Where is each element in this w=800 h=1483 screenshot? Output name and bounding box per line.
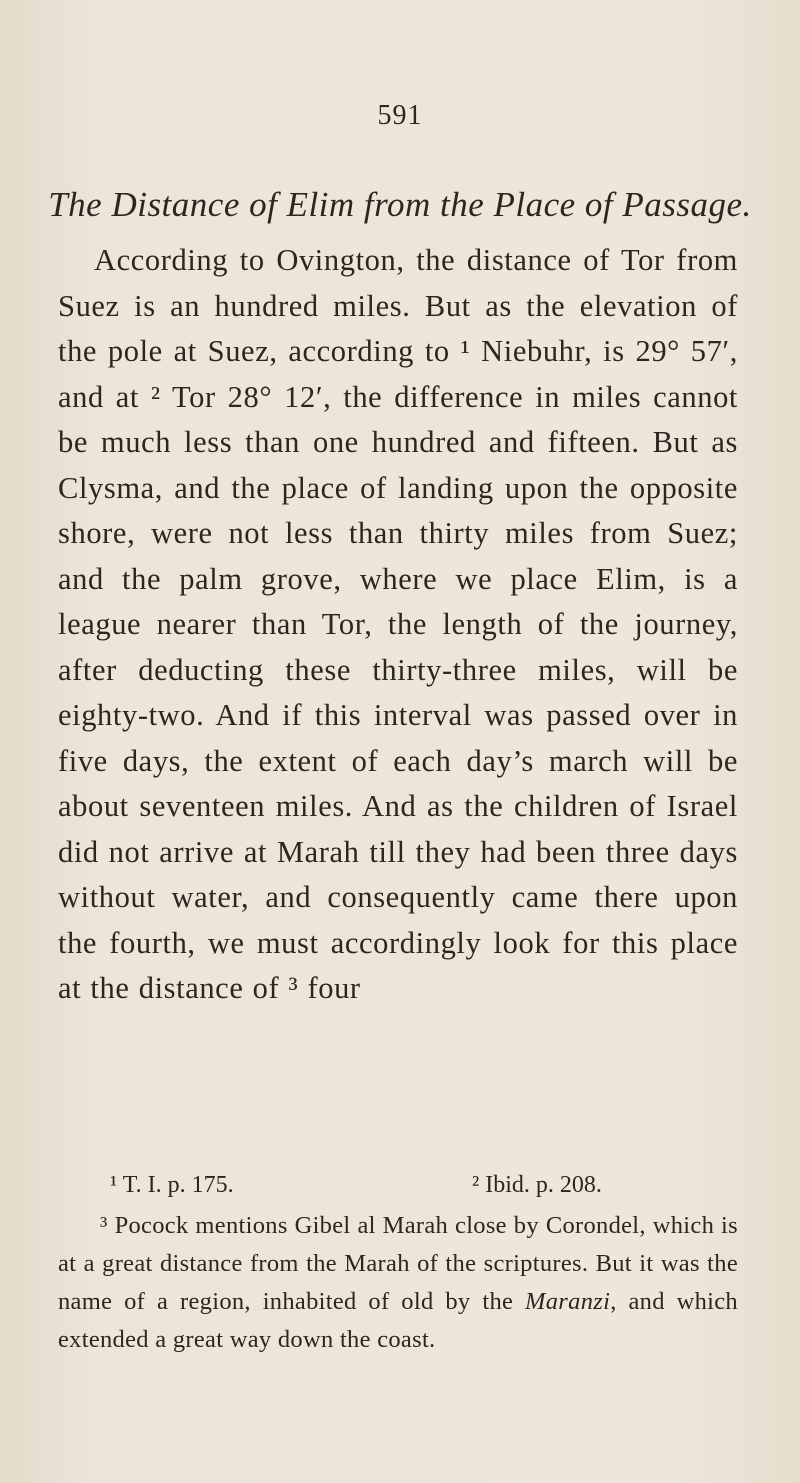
section-heading: The Distance of Elim from the Place of Passage. [48,185,752,224]
main-paragraph: According to Ovington, the distance of Tor from Suez is an hundred miles. But as the elevation of the pole at Suez, according to ¹ Niebuhr, is 29° 57′, and at ² Tor 28° 12′, the difference in miles cannot be much less than one hundred and fifteen. But as Clysma, and the place of landing upon the opposite shore, were not less than thirty miles from Suez; and the palm grove, where we place Elim, is a league nearer than Tor, the length of the journey, after deducting these thirty-three miles, will be eighty-two. And if this interval was passed over in five days, the extent of each day’s march will be about seventeen miles. And as the children of Israel did not arrive at Marah till they had been three days without water, and consequently came there upon the fourth, we must accordingly look for this place at the distance of ³ four [58,243,738,1005]
footnote-1: ¹ T. I. p. 175. [110,1172,234,1198]
footnote-3 [58,1207,738,1359]
footnote-3-text-end: , and which extended a great way down the coast. [58,1288,738,1353]
page-number: 591 [377,100,423,131]
footnote-3-italic-name: Maranzi [525,1288,611,1315]
footnote-2: ² Ibid. p. 208. [472,1172,602,1198]
footnote-3-text: ³ Pocock mentions Gibel al Marah close by Corondel, which is at a great distance from the Marah of the scriptures. But it was the name of a region, inhabited of old by the [58,1212,738,1315]
